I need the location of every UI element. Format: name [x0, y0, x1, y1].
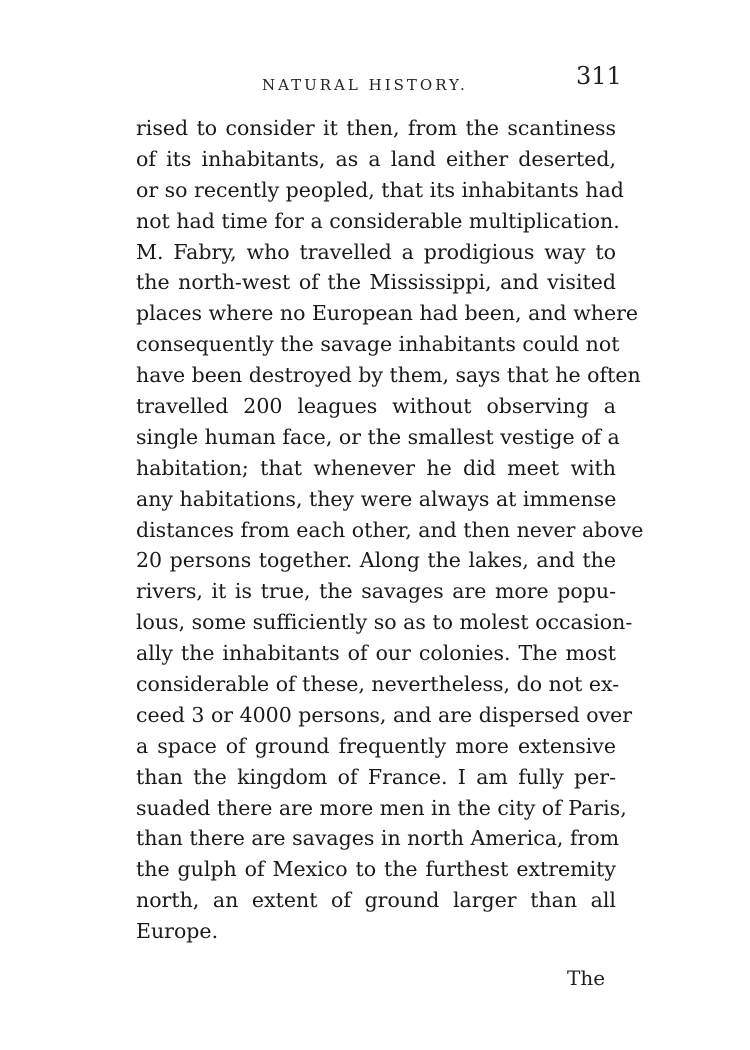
text-line: not had time for a considerable multiplication. — [136, 208, 620, 233]
text-line: lous, some sufficiently so as to molest occasion- — [136, 610, 633, 635]
text-line: suaded there are more men in the city of Paris, — [136, 795, 627, 820]
text-line: ceed 3 or 4000 persons, and are dispersed over — [136, 702, 633, 727]
text-line: have been destroyed by them, says that he often — [136, 363, 641, 388]
text-line: than there are savages in north America, from — [136, 826, 620, 851]
page-number: 311 — [576, 62, 622, 90]
text-line: single human face, or the smallest vestige of a — [136, 424, 620, 449]
text-line: or so recently peopled, that its inhabitants had — [136, 177, 624, 202]
text-line: any habitations, they were always at immense — [136, 486, 617, 511]
text-line: rised to consider it then, from the scantiness — [136, 116, 616, 140]
text-line: than the kingdom of France. I am fully per- — [136, 764, 616, 789]
text-line: a space of ground frequently more extensive — [136, 733, 616, 758]
text-line: habitation; that whenever he did meet with — [136, 455, 616, 480]
text-line: M. Fabry, who travelled a prodigious way to — [136, 239, 616, 264]
text-line: rivers, it is true, the savages are more popu- — [136, 579, 616, 604]
text-line: Europe. — [136, 919, 219, 944]
body-text — [136, 113, 644, 947]
text-line: consequently the savage inhabitants could not — [136, 332, 620, 357]
text-line: places where no European had been, and where — [136, 301, 639, 326]
text-line: travelled 200 leagues without observing a — [136, 394, 616, 419]
text-line: distances from each other, and then never above — [136, 517, 644, 542]
text-line: north, an extent of ground larger than all — [136, 888, 616, 913]
catchword: The — [567, 966, 606, 990]
text-line: the north-west of the Mississippi, and visited — [136, 270, 616, 295]
text-line: considerable of these, nevertheless, do not ex- — [136, 672, 620, 697]
text-line: the gulph of Mexico to the furthest extremity — [136, 857, 616, 882]
text-line: 20 persons together. Along the lakes, and the — [136, 548, 616, 573]
text-line: of its inhabitants, as a land either deserted, — [136, 146, 616, 171]
text-line: ally the inhabitants of our colonies. The most — [136, 641, 616, 666]
running-head: NATURAL HISTORY. — [262, 76, 468, 94]
